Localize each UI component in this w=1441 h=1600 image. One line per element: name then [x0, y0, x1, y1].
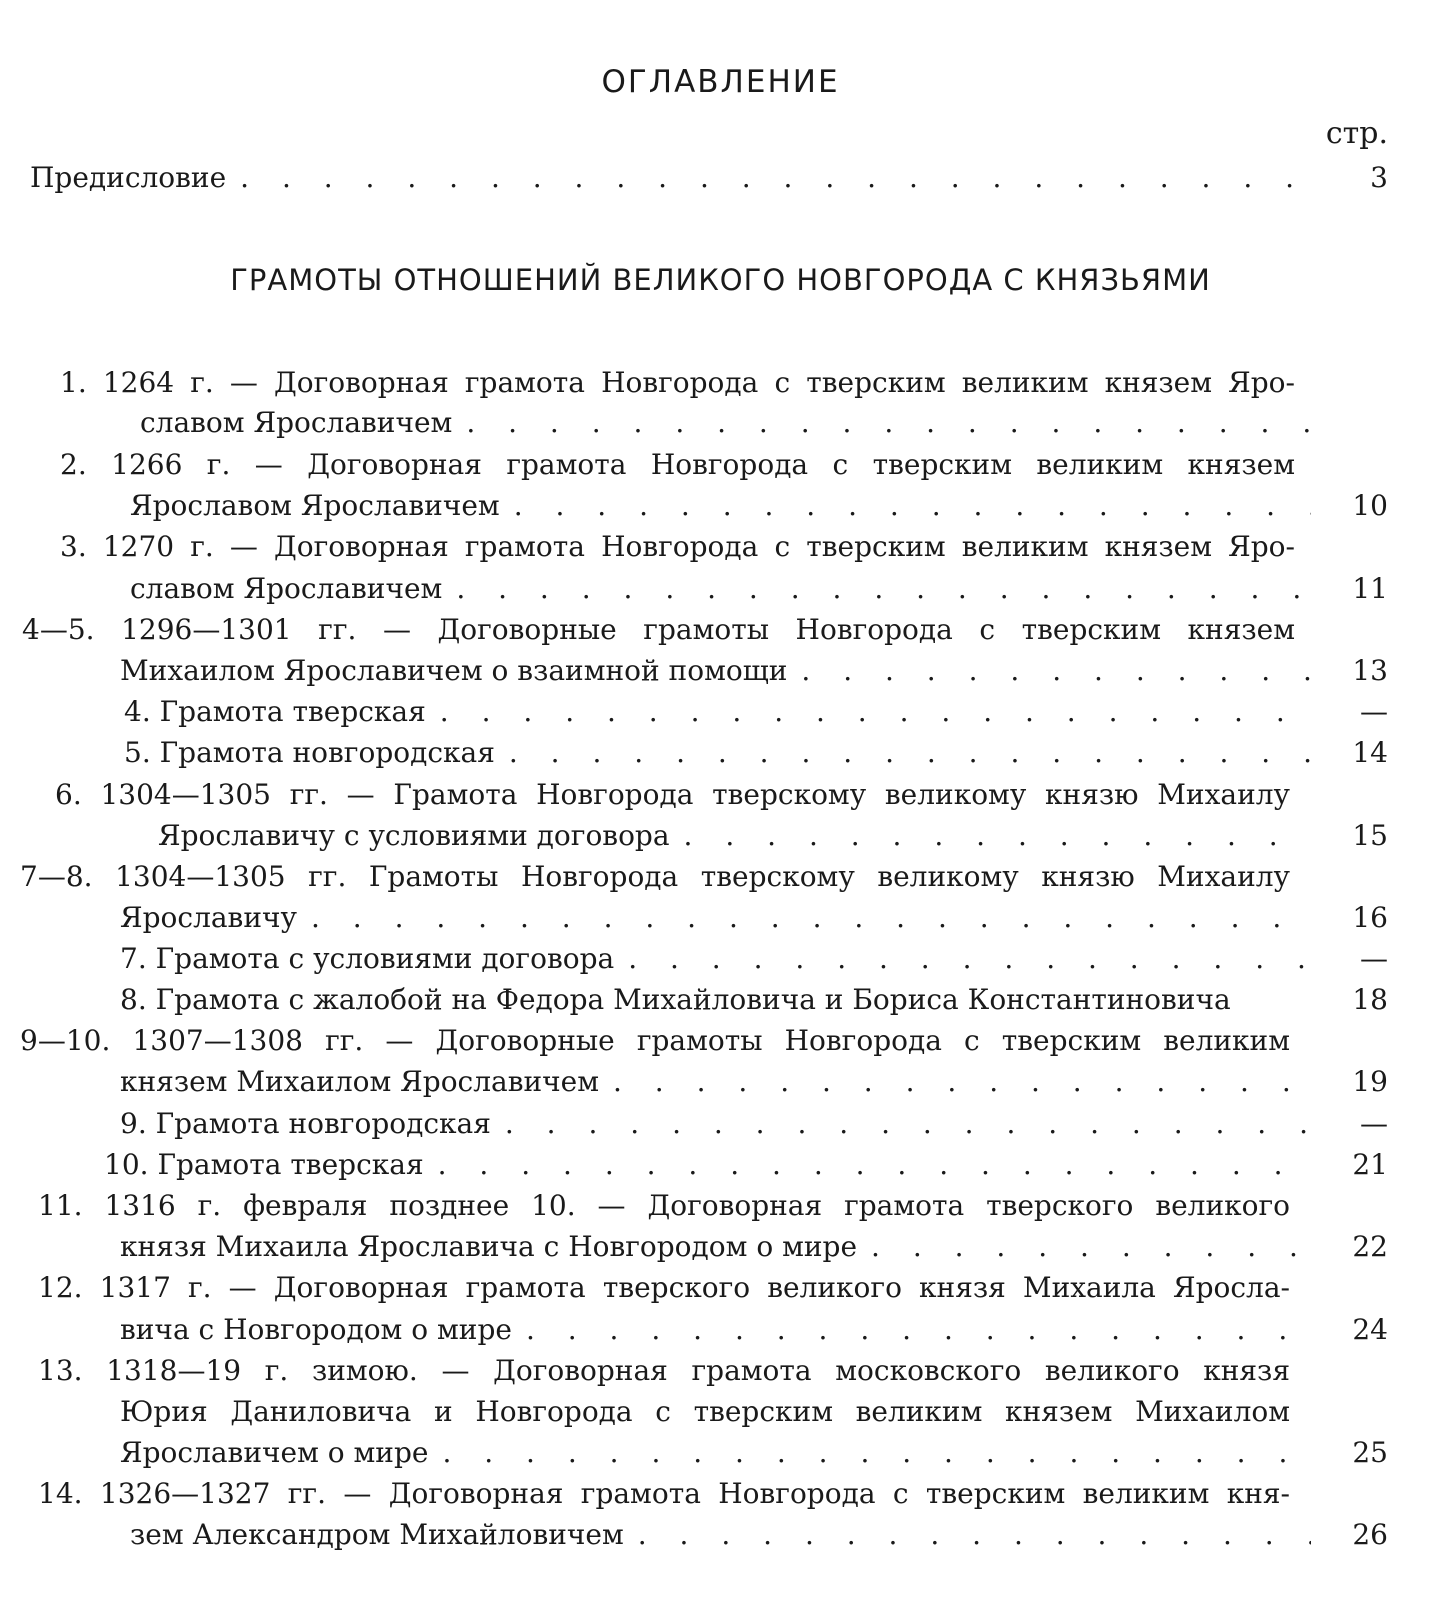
toc-entry-6-line2 — [158, 816, 1311, 856]
entry-page: — — [1360, 1107, 1388, 1140]
preface-page: 3 — [1370, 161, 1388, 194]
entry-number: 5. — [124, 736, 151, 769]
toc-entry-4-5-line1 — [22, 610, 1295, 650]
leader-dots — [514, 486, 1311, 526]
entry-title: Грамота новгородская — [159, 736, 495, 769]
entry-number: 12. — [38, 1271, 83, 1304]
toc-entry-13-line1 — [38, 1351, 1290, 1391]
entry-page: 10 — [1352, 489, 1388, 522]
toc-entry-7-8-line2 — [120, 898, 1311, 938]
entry-page: 16 — [1352, 901, 1388, 934]
entry-page: 22 — [1352, 1230, 1388, 1263]
entry-page: — — [1360, 942, 1388, 975]
preface-label: Предисловие — [30, 161, 227, 194]
entry-number: 6. — [55, 778, 82, 811]
toc-entry-13-line2 — [120, 1392, 1290, 1432]
toc-entry-9-10-line2 — [120, 1062, 1311, 1102]
page-column-label: стр. — [1325, 116, 1388, 151]
entry-text — [124, 733, 495, 773]
entry-text: Юрия Даниловича и Новгорода с тверским великим князем Михаилом — [120, 1395, 1290, 1428]
entry-text: 1317 г. — Договорная грамота тверского великого князя Михаила Яросла- — [99, 1271, 1290, 1304]
entry-text — [120, 939, 614, 979]
page-title: ОГЛАВЛЕНИЕ — [601, 64, 840, 100]
toc-entry-4-5-line2 — [120, 651, 1311, 691]
section-title: ГРАМОТЫ ОТНОШЕНИЙ ВЕЛИКОГО НОВГОРОДА С КНЯЗЬЯМИ — [230, 263, 1211, 297]
entry-page: 26 — [1352, 1518, 1388, 1551]
leader-dots — [505, 1104, 1311, 1144]
entry-page: 11 — [1352, 572, 1388, 605]
entry-text: 1304—1305 гг. — Грамота Новгорода тверскому великому князю Михаилу — [100, 778, 1290, 811]
entry-text: вича с Новгородом о мире — [120, 1313, 512, 1346]
entry-title: Грамота тверская — [159, 695, 426, 728]
entry-text: Ярославичу — [120, 901, 297, 934]
entry-text: 1266 г. — Договорная грамота Новгорода с тверским великим князем — [111, 448, 1295, 481]
entry-text: 1304—1305 гг. Грамоты Новгорода тверскому великому князю Михаилу — [115, 860, 1290, 893]
leader-dots — [240, 158, 1311, 198]
toc-entry-2-line2 — [130, 486, 1311, 526]
entry-text: 1264 г. — Договорная грамота Новгорода с тверским великим князем Яро- — [102, 366, 1296, 399]
leader-dots — [509, 733, 1311, 773]
leader-dots — [440, 692, 1311, 732]
leader-dots — [442, 1433, 1311, 1473]
entry-text: 1270 г. — Договорная грамота Новгорода с тверским великим князем Яро- — [102, 530, 1296, 563]
entry-number: 4. — [124, 695, 151, 728]
entry-text: 1326—1327 гг. — Договорная грамота Новгорода с тверским великим кня- — [99, 1477, 1290, 1510]
entry-number: 3. — [60, 530, 87, 563]
entry-text — [120, 980, 1231, 1020]
toc-entry-3-line2 — [130, 569, 1311, 609]
entry-page: 21 — [1352, 1148, 1388, 1181]
toc-subentry-7 — [120, 939, 1311, 979]
entry-text — [104, 1145, 424, 1185]
toc-entry-12-line2 — [120, 1310, 1311, 1350]
entry-text: Ярославичу с условиями договора — [158, 819, 670, 852]
toc-entry-11-line1 — [38, 1186, 1290, 1226]
leader-dots — [684, 816, 1311, 856]
leader-dots — [613, 1062, 1311, 1102]
leader-dots — [801, 651, 1311, 691]
entry-number: 14. — [38, 1477, 83, 1510]
entry-text: зем Александром Михайловичем — [130, 1518, 624, 1551]
entry-number: 7—8. — [20, 860, 93, 893]
entry-text: Ярославом Ярославичем — [130, 489, 500, 522]
entry-text — [120, 1104, 491, 1144]
entry-title: Грамота тверская — [157, 1148, 424, 1181]
entry-text: 1318—19 г. зимою. — Договорная грамота московского великого князя — [106, 1354, 1290, 1387]
toc-entry-2-line1 — [60, 445, 1295, 485]
toc-entry-13-line3 — [120, 1433, 1311, 1473]
toc-entry-7-8-line1 — [20, 857, 1290, 897]
entry-text: князем Михаилом Ярославичем — [120, 1065, 599, 1098]
entry-text: Михаилом Ярославичем о взаимной помощи — [120, 654, 788, 687]
toc-subentry-4 — [124, 692, 1311, 732]
leader-dots — [628, 939, 1311, 979]
leader-dots — [871, 1227, 1311, 1267]
entry-text: 1316 г. февраля позднее 10. — Договорная грамота тверского великого — [104, 1189, 1290, 1222]
leader-dots — [526, 1310, 1311, 1350]
toc-subentry-10 — [104, 1145, 1311, 1185]
entry-text: славом Ярославичем — [130, 572, 443, 605]
toc-entry-6-line1 — [55, 775, 1290, 815]
entry-number: 11. — [38, 1189, 83, 1222]
toc-subentry-8 — [120, 980, 1311, 1020]
entry-page: 15 — [1352, 819, 1388, 852]
entry-page: 24 — [1352, 1313, 1388, 1346]
entry-number: 1. — [60, 366, 87, 399]
toc-entry-14-line2 — [130, 1515, 1311, 1555]
entry-number: 4—5. — [22, 613, 95, 646]
leader-dots — [311, 898, 1311, 938]
entry-title: Грамота с жалобой на Федора Михайловича и Бориса Константиновича — [155, 983, 1231, 1016]
leader-dots — [456, 569, 1311, 609]
toc-entry-3-line1 — [60, 527, 1295, 567]
entry-number: 10. — [104, 1148, 149, 1181]
leader-dots — [466, 403, 1311, 443]
entry-page: 25 — [1352, 1436, 1388, 1469]
toc-entry-14-line1 — [38, 1474, 1290, 1514]
entry-number: 9. — [120, 1107, 147, 1140]
toc-entry-11-line2 — [120, 1227, 1311, 1267]
toc-entry-1-line2 — [140, 403, 1311, 443]
entry-text: 1296—1301 гг. — Договорные грамоты Новгорода с тверским князем — [121, 613, 1295, 646]
entry-number: 7. — [120, 942, 147, 975]
entry-title: Грамота с условиями договора — [155, 942, 615, 975]
toc-entry-12-line1 — [38, 1268, 1290, 1308]
entry-text: славом Ярославичем — [140, 406, 453, 439]
entry-page: — — [1360, 695, 1388, 728]
entry-text: 1307—1308 гг. — Договорные грамоты Новгорода с тверским великим — [132, 1024, 1290, 1057]
leader-dots — [638, 1515, 1311, 1555]
entry-text: князя Михаила Ярославича с Новгородом о мире — [120, 1230, 858, 1263]
toc-entry-1-line1 — [60, 363, 1295, 403]
entry-title: Грамота новгородская — [155, 1107, 491, 1140]
entry-text — [124, 692, 426, 732]
entry-number: 8. — [120, 983, 147, 1016]
preface-line — [30, 158, 1311, 198]
entry-page: 19 — [1352, 1065, 1388, 1098]
toc-entry-9-10-line1 — [20, 1021, 1290, 1061]
entry-page: 18 — [1352, 983, 1388, 1016]
entry-number: 9—10. — [20, 1024, 111, 1057]
entry-page: 14 — [1352, 736, 1388, 769]
toc-subentry-5 — [124, 733, 1311, 773]
entry-number: 13. — [38, 1354, 83, 1387]
entry-number: 2. — [60, 448, 87, 481]
entry-page: 13 — [1352, 654, 1388, 687]
leader-dots — [438, 1145, 1311, 1185]
entry-text: Ярославичем о мире — [120, 1436, 429, 1469]
toc-subentry-9 — [120, 1104, 1311, 1144]
